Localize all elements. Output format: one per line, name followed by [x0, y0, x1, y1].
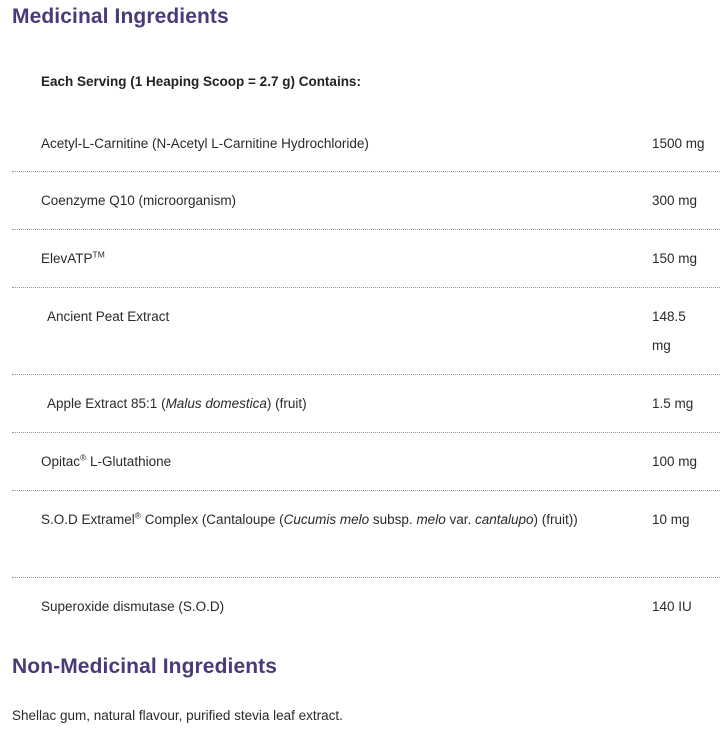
ingredient-row: [12, 375, 720, 433]
ingredient-amount: 148.5 mg: [652, 309, 686, 353]
serving-size-header: Each Serving (1 Heaping Scoop = 2.7 g) Contains:: [41, 74, 361, 89]
ingredient-name: Superoxide dismutase (S.O.D): [41, 599, 225, 614]
ingredient-name-part: ) (fruit)): [533, 512, 578, 527]
ingredient-name: [41, 447, 601, 476]
ingredient-name-part: Apple Extract 85:1 (: [47, 396, 166, 411]
ingredient-name-part: subsp.: [369, 512, 417, 527]
ingredient-row: [12, 288, 720, 375]
ingredient-row: [12, 433, 720, 491]
ingredient-row: [12, 491, 720, 578]
ingredient-name-part: Complex (Cantaloupe (: [141, 512, 284, 527]
ingredient-amount: 1500 mg: [652, 136, 705, 151]
registered-mark: ®: [134, 510, 142, 521]
ingredient-amount: 300 mg: [652, 193, 698, 208]
medicinal-ingredients-heading: Medicinal Ingredients: [12, 5, 229, 28]
ingredient-row: [12, 578, 720, 636]
ingredient-name: Acetyl-L-Carnitine (N-Acetyl L-Carnitine Hydrochloride): [41, 136, 369, 151]
ingredient-amount: 1.5 mg: [652, 396, 694, 411]
ingredient-name-main: Opitac: [41, 454, 81, 469]
ingredient-name-main: S.O.D Extramel: [41, 512, 135, 527]
ingredient-amount: 150 mg: [652, 251, 698, 266]
ingredient-name-part: var.: [445, 512, 475, 527]
ingredient-name: [41, 244, 601, 273]
latin-name: Cucumis melo: [283, 512, 370, 527]
ingredient-amount: 10 mg: [652, 512, 690, 527]
non-medicinal-ingredients-list: Shellac gum, natural flavour, purified stevia leaf extract.: [12, 708, 343, 723]
ingredient-row: [12, 114, 720, 172]
latin-name: melo: [416, 512, 446, 527]
ingredient-name: [41, 505, 581, 534]
ingredients-table: [12, 52, 720, 636]
ingredient-row: [12, 172, 720, 230]
trademark-mark: TM: [92, 249, 105, 260]
ingredient-amount: 140 IU: [652, 599, 692, 614]
ingredient-name-part: ) (fruit): [266, 396, 307, 411]
latin-name: cantalupo: [474, 512, 534, 527]
ingredient-name: [47, 389, 607, 418]
ingredient-amount: 100 mg: [652, 454, 698, 469]
ingredient-name: Ancient Peat Extract: [47, 309, 170, 324]
ingredient-name: Coenzyme Q10 (microorganism): [41, 193, 237, 208]
latin-name: Malus domestica: [165, 396, 267, 411]
ingredient-row: [12, 230, 720, 288]
ingredient-name-part: L-Glutathione: [86, 454, 172, 469]
non-medicinal-ingredients-heading: Non-Medicinal Ingredients: [12, 655, 278, 678]
registered-mark: ®: [80, 452, 87, 463]
ingredient-name-main: ElevATP: [41, 251, 93, 266]
